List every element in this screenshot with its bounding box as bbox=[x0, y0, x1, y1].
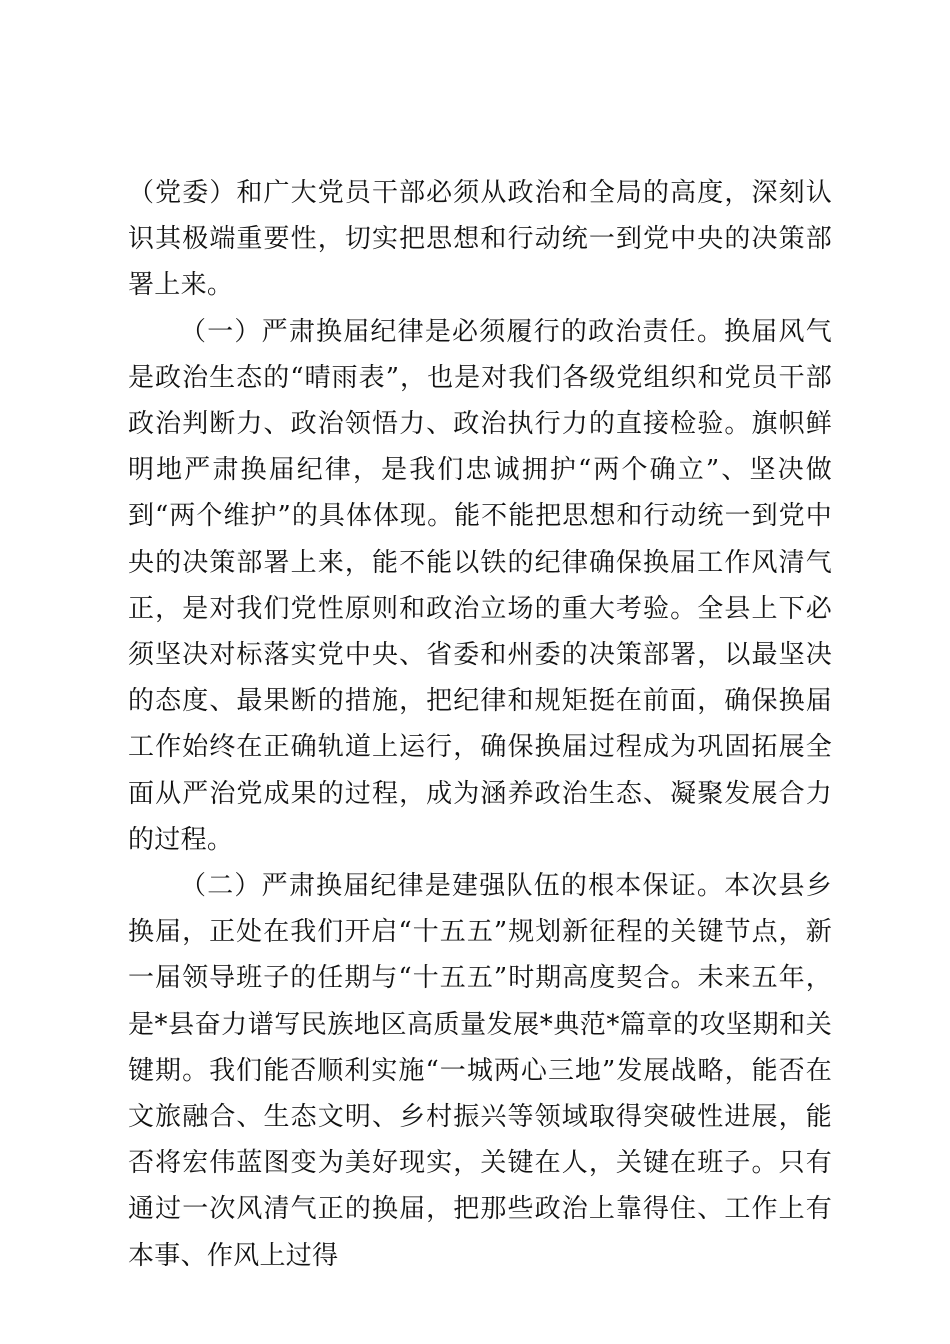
document-body bbox=[128, 170, 832, 1279]
paragraph-section-2: （二）严肃换届纪律是建强队伍的根本保证。本次县乡换届，正处在我们开启“十五五”规划新征程的关键节点，新一届领导班子的任期与“十五五”时期高度契合。未来五年，是*县奋力谱写民族地区高质量发展*典范*篇章的攻坚期和关键期。我们能否顺利实施“一城两心三地”发展战略，能否在文旅融合、生态文明、乡村振兴等领域取得突破性进展，能否将宏伟蓝图变为美好现实，关键在人，关键在班子。只有通过一次风清气正的换届，把那些政治上靠得住、工作上有本事、作风上过得 bbox=[128, 871, 832, 1271]
paragraph-continuation: （党委）和广大党员干部必须从政治和全局的高度，深刻认识其极端重要性，切实把思想和行动统一到党中央的决策部署上来。 bbox=[128, 178, 832, 301]
paragraph-section-1: （一）严肃换届纪律是必须履行的政治责任。换届风气是政治生态的“晴雨表”，也是对我们各级党组织和党员干部政治判断力、政治领悟力、政治执行力的直接检验。旗帜鲜明地严肃换届纪律，是我们忠诚拥护“两个确立”、坚决做到“两个维护”的具体体现。能不能把思想和行动统一到党中央的决策部署上来，能不能以铁的纪律确保换届工作风清气正，是对我们党性原则和政治立场的重大考验。全县上下必须坚决对标落实党中央、省委和州委的决策部署，以最坚决的态度、最果断的措施，把纪律和规矩挺在前面，确保换届工作始终在正确轨道上运行，确保换届过程成为巩固拓展全面从严治党成果的过程，成为涵养政治生态、凝聚发展合力的过程。 bbox=[128, 316, 832, 855]
